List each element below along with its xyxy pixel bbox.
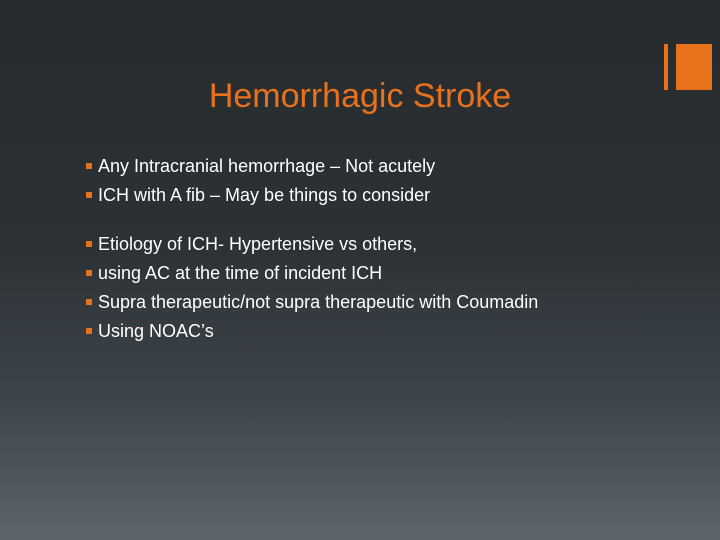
square-bullet-icon (86, 328, 92, 334)
bullet-text: using AC at the time of incident ICH (98, 263, 383, 283)
bullet-text: ICH with A fib – May be things to consider (98, 185, 431, 205)
bullet-item (86, 183, 538, 207)
square-bullet-icon (86, 163, 92, 169)
slide-title: Hemorrhagic Stroke (208, 77, 512, 115)
square-bullet-icon (86, 241, 92, 247)
bullet-item (86, 290, 538, 314)
bullet-item (86, 232, 538, 256)
bullet-item (86, 154, 538, 178)
square-bullet-icon (86, 299, 92, 305)
bullet-item (86, 261, 538, 285)
bullet-text: Supra therapeutic/not supra therapeutic with Coumadin (98, 292, 539, 312)
bullet-list (86, 154, 538, 348)
square-bullet-icon (86, 270, 92, 276)
bullet-text: Any Intracranial hemorrhage – Not acutely (98, 156, 436, 176)
bullet-item (86, 319, 538, 343)
bullet-text: Etiology of ICH- Hypertensive vs others, (98, 234, 418, 254)
bullet-text: Using NOAC’s (98, 321, 214, 341)
square-bullet-icon (86, 192, 92, 198)
